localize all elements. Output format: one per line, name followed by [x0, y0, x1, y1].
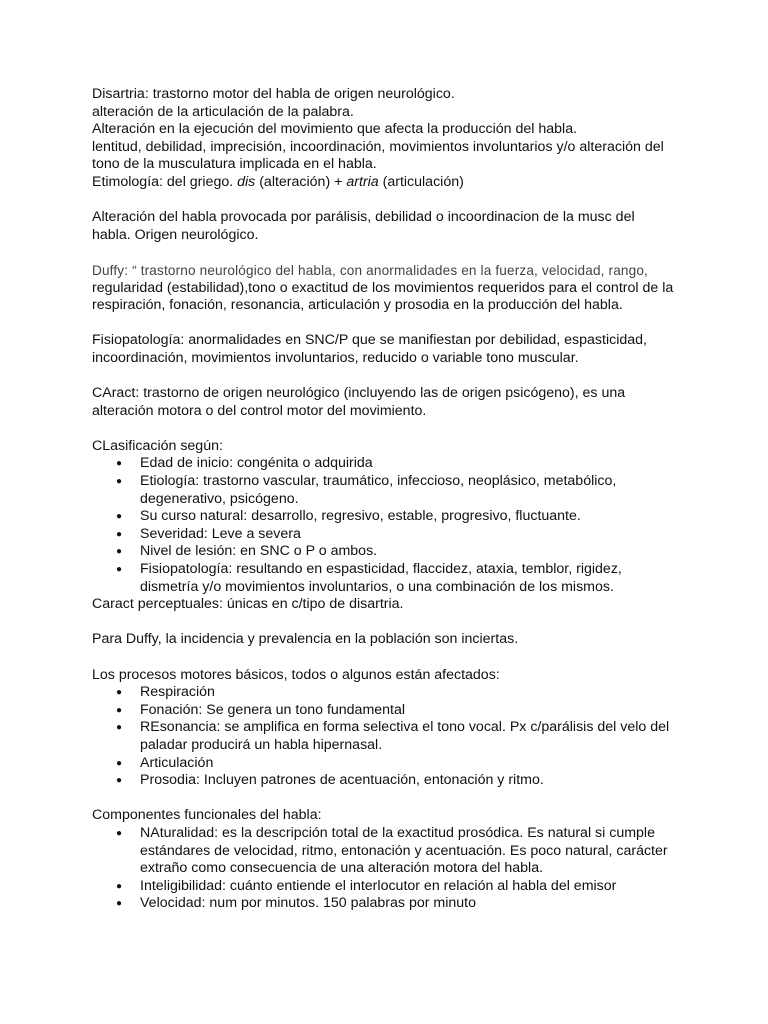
text-line: Para Duffy, la incidencia y prevalencia en la población son inciertas. — [92, 631, 519, 648]
text-line: habla. Origen neurológico. — [92, 226, 259, 243]
bullet-icon: ● — [116, 564, 123, 576]
list-item — [92, 508, 688, 526]
clasificacion-list — [92, 455, 688, 596]
paragraph-gap — [92, 420, 688, 438]
text-line: incoordinación, movimientos involuntarios, reducido o variable tono muscular. — [92, 349, 579, 366]
list-item-text: paladar producirá un habla hipernasal. — [140, 736, 383, 753]
text-line: alteración motora o del control motor del movimiento. — [92, 402, 427, 419]
bullet-icon: ● — [116, 704, 123, 716]
list-item-text: Edad de inicio: congénita o adquirida — [140, 455, 373, 472]
list-item-text: Fisiopatología: resultando en espasticidad, flaccidez, ataxia, temblor, rigidez, — [140, 561, 622, 578]
bullet-icon: ● — [116, 775, 123, 787]
list-item-text: REsonancia: se amplifica en forma selectiva el tono vocal. Px c/parálisis del velo del — [140, 719, 670, 736]
paragraph-duffy-incidencia — [92, 631, 688, 649]
section-heading: CLasificación según: — [92, 437, 223, 454]
etymology-artria: artria — [346, 173, 379, 190]
list-item-text: Fonación: Se genera un tono fundamental — [140, 701, 406, 718]
etymology-line — [92, 174, 688, 192]
bullet-icon: ● — [116, 898, 123, 910]
section-heading: Los procesos motores básicos, todos o algunos están afectados: — [92, 666, 500, 683]
list-item-text: Su curso natural: desarrollo, regresivo, estable, progresivo, fluctuante. — [140, 508, 581, 525]
definition-block — [92, 86, 688, 192]
section-clasificacion — [92, 438, 688, 614]
paragraph-gap — [92, 649, 688, 667]
paragraph-fisiopatologia — [92, 332, 688, 367]
list-item — [92, 543, 688, 561]
list-item — [92, 719, 688, 754]
list-item — [92, 684, 688, 702]
paragraph-alteracion — [92, 209, 688, 244]
section-heading: Componentes funcionales del habla: — [92, 807, 322, 824]
list-item-text: Respiración — [140, 684, 215, 701]
list-item — [92, 755, 688, 773]
list-item-text: Velocidad: num por minutos. 150 palabras por minuto — [140, 895, 476, 912]
text-line: Caract perceptuales: únicas en c/tipo de disartria. — [92, 596, 404, 613]
list-item — [92, 561, 688, 596]
text-line: tono de la musculatura implicada en el habla. — [92, 156, 377, 173]
list-item-text: Severidad: Leve a severa — [140, 525, 301, 542]
section-componentes — [92, 807, 688, 913]
text-line: alteración de la articulación de la palabra. — [92, 103, 354, 120]
paragraph-gap — [92, 614, 688, 632]
list-item-text: estándares de velocidad, ritmo, entonación y acentuación. Es poco natural, carácter — [140, 842, 668, 859]
text-line: respiración, fonación, resonancia, articulación y prosodia en la producción del habla. — [92, 297, 623, 314]
bullet-icon: ● — [116, 827, 123, 839]
etymology-prefix: Etimología: del griego. — [92, 173, 238, 190]
list-item — [92, 526, 688, 544]
bullet-icon: ● — [116, 757, 123, 769]
text-line: Duffy: “ trastorno neurológico del habla, con anormalidades en la fuerza, velocidad, rango, — [92, 262, 648, 278]
list-item-text: NAturalidad: es la descripción total de la exactitud prosódica. Es natural si cumple — [140, 824, 655, 841]
list-item-text: degenerativo, psicógeno. — [140, 490, 299, 507]
list-item-text: extraño como consecuencia de una alteración motora del habla. — [140, 860, 544, 877]
paragraph-gap — [92, 368, 688, 386]
etymology-dis: dis — [237, 173, 256, 190]
list-item-text: Nivel de lesión: en SNC o P o ambos. — [140, 543, 378, 560]
bullet-icon: ● — [116, 476, 123, 488]
paragraph-duffy — [92, 262, 688, 315]
bullet-icon: ● — [116, 722, 123, 734]
list-item — [92, 473, 688, 508]
list-item-text: Etiología: trastorno vascular, traumático, infeccioso, neoplásico, metabólico, — [140, 473, 617, 490]
bullet-icon: ● — [116, 511, 123, 523]
bullet-icon: ● — [116, 528, 123, 540]
bullet-icon: ● — [116, 880, 123, 892]
list-item — [92, 702, 688, 720]
text-line: CAract: trastorno de origen neurológico (incluyendo las de origen psicógeno), es una — [92, 385, 626, 402]
list-item-text: Prosodia: Incluyen patrones de acentuación, entonación y ritmo. — [140, 772, 544, 789]
procesos-list — [92, 684, 688, 790]
paragraph-gap — [92, 315, 688, 333]
paragraph-caract — [92, 385, 688, 420]
list-item-text: Articulación — [140, 754, 214, 771]
componentes-list — [92, 825, 688, 913]
text-line: Alteración en la ejecución del movimiento que afecta la producción del habla. — [92, 121, 578, 138]
text-line: Fisiopatología: anormalidades en SNC/P que se manifiestan por debilidad, espasticidad, — [92, 332, 647, 349]
list-item — [92, 825, 688, 878]
list-item — [92, 878, 688, 896]
etymology-suffix: (articulación) — [378, 173, 464, 190]
paragraph-gap — [92, 244, 688, 262]
list-item — [92, 455, 688, 473]
text-line: lentitud, debilidad, imprecisión, incoordinación, movimientos involuntarios y/o alteración del — [92, 138, 664, 155]
text-line: Alteración del habla provocada por parálisis, debilidad o incoordinacion de la musc del — [92, 209, 635, 226]
bullet-icon: ● — [116, 458, 123, 470]
section-procesos — [92, 667, 688, 790]
text-line: Disartria: trastorno motor del habla de origen neurológico. — [92, 86, 455, 102]
list-item — [92, 772, 688, 790]
bullet-icon: ● — [116, 687, 123, 699]
list-item — [92, 895, 688, 913]
paragraph-gap — [92, 790, 688, 808]
bullet-icon: ● — [116, 546, 123, 558]
list-item-text: Inteligibilidad: cuánto entiende el interlocutor en relación al habla del emisor — [140, 877, 617, 894]
etymology-mid: (alteración) + — [255, 173, 347, 190]
list-item-text: dismetría y/o movimientos involuntarios, o una combinación de los mismos. — [140, 578, 614, 595]
text-line: regularidad (estabilidad),tono o exactitud de los movimientos requeridos para el control de la — [92, 279, 674, 296]
paragraph-gap — [92, 192, 688, 210]
